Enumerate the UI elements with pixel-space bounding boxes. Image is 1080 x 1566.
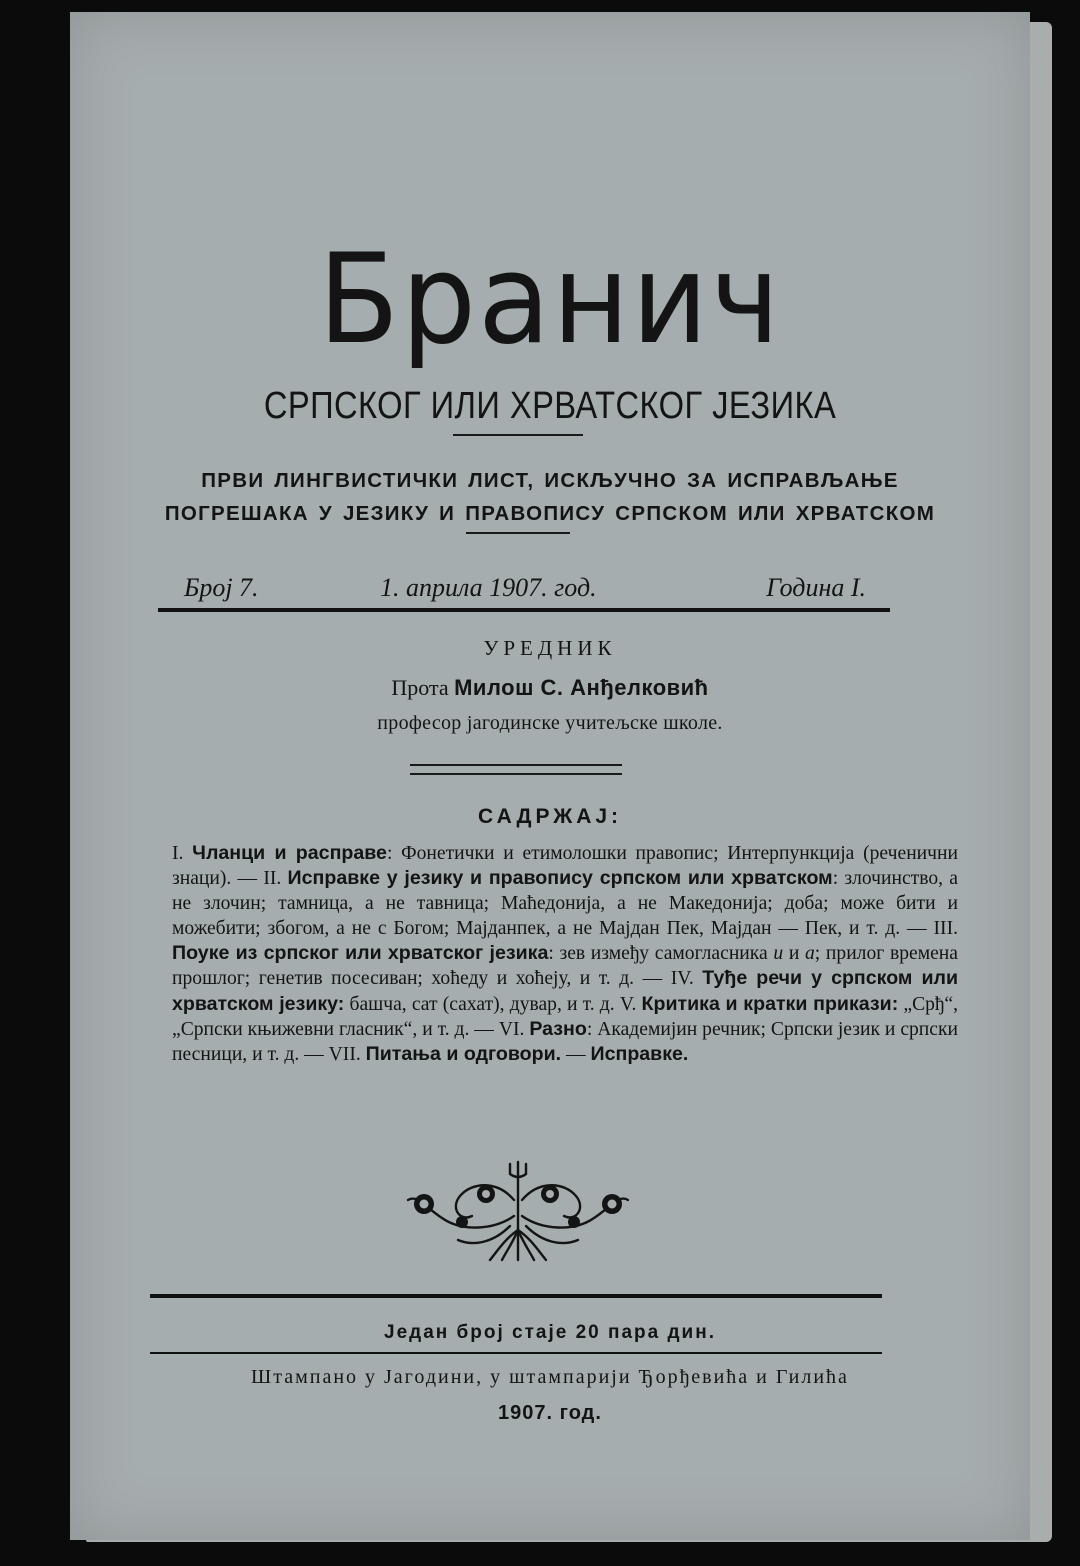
masthead-rule bbox=[158, 608, 890, 612]
section-8-title: Исправке. bbox=[590, 1042, 689, 1065]
section-4-text: башча, сат (сахат), дувар, и т. д. bbox=[344, 993, 620, 1015]
section-3-text-b: ; прилог времена прошлог; генетив посесиван; хоћеду и хоћеју, и т. д. — bbox=[172, 943, 958, 990]
section-2-number: II. bbox=[263, 868, 282, 890]
printer-line: Штампано у Јагодини, у штампарији Ђорђевића и Гилића bbox=[251, 1366, 849, 1388]
tagline-line-2: ПОГРЕШАКА У ЈЕЗИКУ И ПРАВОПИСУ СРПСКОМ ИЛИ ХРВАТСКОМ bbox=[164, 502, 936, 525]
section-3-italic-i: и bbox=[773, 943, 784, 965]
section-2-text: : злочинство, а не злочин; тамница, а не тавница; Маћедонија, а не Македонија; доба; може бити и можебити; збогом, а не с Богом; Мајданпек, а не Мајдан Пек, Мајдан — Пек, и т. д. — bbox=[172, 868, 958, 940]
price-line: Један број стаје 20 пара дин. bbox=[384, 1322, 716, 1343]
floral-ornament-icon bbox=[402, 1160, 634, 1262]
contents-heading: САДРЖАЈ: bbox=[477, 805, 623, 828]
section-2-title: Исправке у језику и правопису српском или хрватском bbox=[287, 867, 833, 890]
section-7-dash: — bbox=[561, 1043, 591, 1065]
editor-name-line bbox=[70, 675, 1030, 701]
editor-prefix: Прота bbox=[391, 675, 449, 700]
section-1-text: : Фонетички и етимолошки правопис; Интерпункција (реченични знаци). — bbox=[172, 843, 958, 890]
section-5-title: Критика и кратки прикази: bbox=[641, 992, 899, 1015]
divider-rule bbox=[453, 434, 583, 436]
section-6-title: Разно bbox=[529, 1017, 587, 1040]
section-1-number: I. bbox=[172, 843, 184, 864]
divider-rule bbox=[466, 532, 570, 534]
section-7-number: VII. bbox=[328, 1043, 361, 1065]
section-6-number: VI. bbox=[498, 1018, 525, 1040]
footer-rule-bottom bbox=[150, 1352, 882, 1354]
section-1-title: Чланци и расправе bbox=[192, 842, 387, 864]
issue-year: Година I. bbox=[766, 573, 866, 602]
editor-label: УРЕДНИК bbox=[483, 636, 617, 660]
issue-number: Број 7. bbox=[184, 573, 259, 602]
section-6-text: : Академијин речник; Српски језик и српски песници, и т. д. — bbox=[172, 1018, 958, 1065]
cover-page bbox=[70, 12, 1030, 1540]
section-3-number: III. bbox=[933, 918, 958, 940]
contents-body bbox=[172, 841, 958, 1067]
issue-date: 1. априла 1907. год. bbox=[380, 573, 597, 602]
section-3-title: Поуке из српског или хрватског језика bbox=[172, 942, 549, 965]
section-4-title: Туђе речи у српском или хрватском језику: bbox=[172, 967, 959, 1015]
editor-name: Милош С. Анђелковић bbox=[454, 675, 709, 700]
issue-info-row bbox=[184, 573, 866, 607]
double-divider bbox=[410, 764, 622, 775]
section-3-text-a: : зев између самогласника bbox=[548, 943, 774, 965]
section-5-text: „Срђ“, „Српски књижевни гласник“, и т. д. — bbox=[172, 993, 958, 1040]
masthead-tagline bbox=[70, 464, 1030, 530]
masthead-title: Бранич bbox=[318, 226, 782, 372]
section-4-number: IV. bbox=[670, 968, 694, 990]
printer-year: 1907. год. bbox=[498, 1402, 602, 1424]
footer-rule-top bbox=[150, 1294, 882, 1298]
editor-title: професор јагодинске учитељске школе. bbox=[377, 712, 723, 734]
section-5-number: V. bbox=[619, 993, 637, 1015]
masthead-subtitle: СРПСКОГ ИЛИ ХРВАТСКОГ ЈЕЗИКА bbox=[263, 385, 837, 427]
section-7-title: Питања и одговори. bbox=[365, 1042, 562, 1065]
section-3-and: и bbox=[783, 943, 805, 965]
section-3-italic-a: а bbox=[805, 943, 815, 965]
tagline-line-1: ПРВИ ЛИНГВИСТИЧКИ ЛИСТ, ИСКЉУЧНО ЗА ИСПРАВЉАЊЕ bbox=[201, 469, 899, 492]
